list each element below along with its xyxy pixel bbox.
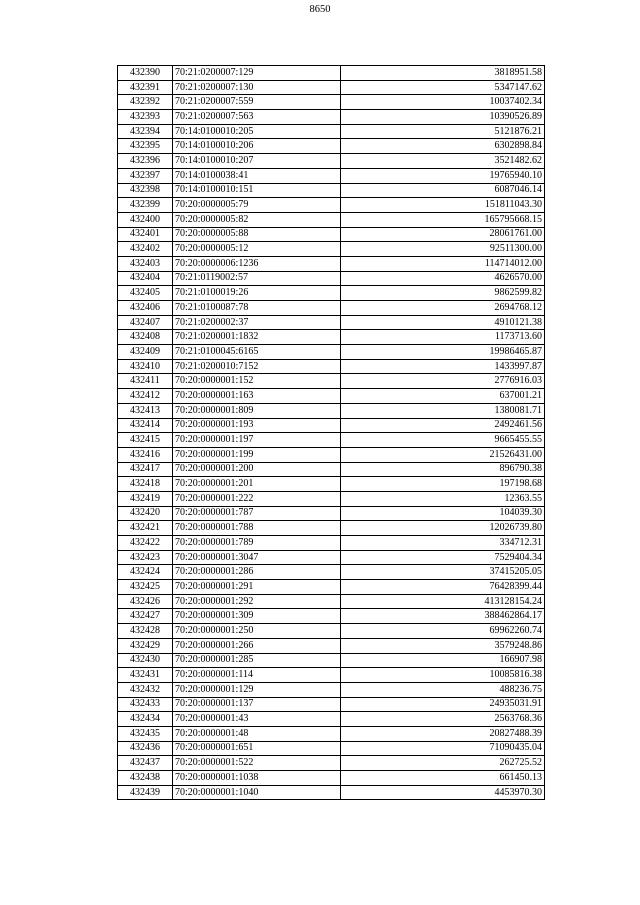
cadastral-value-cell: 69962260.74 xyxy=(341,624,545,639)
cadastral-number-cell: 70:20:0000001:129 xyxy=(173,682,341,697)
table-row xyxy=(118,139,545,154)
table-row xyxy=(118,682,545,697)
table-row xyxy=(118,697,545,712)
cadastral-number-cell: 70:20:0000001:309 xyxy=(173,609,341,624)
cadastral-value-cell: 388462864.17 xyxy=(341,609,545,624)
row-number-cell: 432435 xyxy=(118,726,173,741)
cadastral-value-cell: 1433997.87 xyxy=(341,359,545,374)
row-number-cell: 432396 xyxy=(118,154,173,169)
row-number-cell: 432412 xyxy=(118,389,173,404)
table-body xyxy=(118,66,545,800)
table-row xyxy=(118,95,545,110)
row-number-cell: 432418 xyxy=(118,477,173,492)
table-row xyxy=(118,227,545,242)
table-row xyxy=(118,330,545,345)
row-number-cell: 432432 xyxy=(118,682,173,697)
cadastral-number-cell: 70:21:0200007:559 xyxy=(173,95,341,110)
cadastral-value-cell: 37415205.05 xyxy=(341,565,545,580)
cadastral-value-cell: 19986465.87 xyxy=(341,345,545,360)
cadastral-value-cell: 10037402.34 xyxy=(341,95,545,110)
row-number-cell: 432419 xyxy=(118,491,173,506)
cadastral-number-cell: 70:20:0000001:787 xyxy=(173,506,341,521)
cadastral-number-cell: 70:14:0100038:41 xyxy=(173,168,341,183)
cadastral-value-cell: 334712.31 xyxy=(341,536,545,551)
table-row xyxy=(118,638,545,653)
cadastral-number-cell: 70:14:0100010:205 xyxy=(173,124,341,139)
table-row xyxy=(118,242,545,257)
table-row xyxy=(118,594,545,609)
table-row xyxy=(118,726,545,741)
cadastral-value-cell: 92511300.00 xyxy=(341,242,545,257)
cadastral-number-cell: 70:20:0000005:88 xyxy=(173,227,341,242)
cadastral-value-cell: 6087046.14 xyxy=(341,183,545,198)
table-row xyxy=(118,785,545,800)
row-number-cell: 432431 xyxy=(118,668,173,683)
cadastral-value-cell: 3818951.58 xyxy=(341,66,545,81)
table-row xyxy=(118,653,545,668)
row-number-cell: 432434 xyxy=(118,712,173,727)
row-number-cell: 432438 xyxy=(118,771,173,786)
row-number-cell: 432423 xyxy=(118,550,173,565)
cadastral-value-cell: 2776916.03 xyxy=(341,374,545,389)
cadastral-number-cell: 70:20:0000001:200 xyxy=(173,462,341,477)
table-row xyxy=(118,668,545,683)
cadastral-number-cell: 70:20:0000005:79 xyxy=(173,198,341,213)
row-number-cell: 432415 xyxy=(118,433,173,448)
row-number-cell: 432395 xyxy=(118,139,173,154)
cadastral-number-cell: 70:21:0100045:6165 xyxy=(173,345,341,360)
table-row xyxy=(118,80,545,95)
table-row xyxy=(118,154,545,169)
cadastral-value-cell: 12363.55 xyxy=(341,491,545,506)
table-row xyxy=(118,771,545,786)
cadastral-value-cell: 2694768.12 xyxy=(341,301,545,316)
cadastral-value-cell: 896790.38 xyxy=(341,462,545,477)
row-number-cell: 432439 xyxy=(118,785,173,800)
table-row xyxy=(118,712,545,727)
row-number-cell: 432404 xyxy=(118,271,173,286)
table-row xyxy=(118,477,545,492)
row-number-cell: 432398 xyxy=(118,183,173,198)
table-row xyxy=(118,286,545,301)
cadastral-value-cell: 76428399.44 xyxy=(341,580,545,595)
table-row xyxy=(118,168,545,183)
table-row xyxy=(118,462,545,477)
table-row xyxy=(118,403,545,418)
cadastral-number-cell: 70:20:0000001:137 xyxy=(173,697,341,712)
cadastral-value-cell: 2492461.56 xyxy=(341,418,545,433)
table-row xyxy=(118,66,545,81)
row-number-cell: 432391 xyxy=(118,80,173,95)
cadastral-number-cell: 70:20:0000001:48 xyxy=(173,726,341,741)
row-number-cell: 432426 xyxy=(118,594,173,609)
table-row xyxy=(118,565,545,580)
cadastral-number-cell: 70:20:0000001:1038 xyxy=(173,771,341,786)
cadastral-value-cell: 24935031.91 xyxy=(341,697,545,712)
cadastral-number-cell: 70:20:0000001:285 xyxy=(173,653,341,668)
cadastral-value-cell: 20827488.39 xyxy=(341,726,545,741)
cadastral-value-cell: 4453970.30 xyxy=(341,785,545,800)
row-number-cell: 432410 xyxy=(118,359,173,374)
table-row xyxy=(118,374,545,389)
table-row xyxy=(118,212,545,227)
cadastral-value-cell: 151811043.30 xyxy=(341,198,545,213)
row-number-cell: 432429 xyxy=(118,638,173,653)
cadastral-number-cell: 70:20:0000001:201 xyxy=(173,477,341,492)
row-number-cell: 432416 xyxy=(118,447,173,462)
cadastral-value-cell: 71090435.04 xyxy=(341,741,545,756)
row-number-cell: 432421 xyxy=(118,521,173,536)
cadastral-number-cell: 70:20:0000001:199 xyxy=(173,447,341,462)
cadastral-number-cell: 70:20:0000001:788 xyxy=(173,521,341,536)
row-number-cell: 432414 xyxy=(118,418,173,433)
table-row xyxy=(118,506,545,521)
cadastral-number-cell: 70:20:0000001:286 xyxy=(173,565,341,580)
cadastral-value-cell: 165795668.15 xyxy=(341,212,545,227)
cadastral-value-cell: 19765940.10 xyxy=(341,168,545,183)
cadastral-value-cell: 12026739.80 xyxy=(341,521,545,536)
cadastral-value-cell: 10390526.89 xyxy=(341,110,545,125)
row-number-cell: 432420 xyxy=(118,506,173,521)
row-number-cell: 432407 xyxy=(118,315,173,330)
cadastral-number-cell: 70:21:0119002:57 xyxy=(173,271,341,286)
cadastral-number-cell: 70:20:0000001:193 xyxy=(173,418,341,433)
table-row xyxy=(118,741,545,756)
cadastral-number-cell: 70:20:0000006:1236 xyxy=(173,256,341,271)
row-number-cell: 432411 xyxy=(118,374,173,389)
cadastral-value-cell: 6302898.84 xyxy=(341,139,545,154)
cadastral-value-cell: 114714012.00 xyxy=(341,256,545,271)
cadastral-number-cell: 70:20:0000001:250 xyxy=(173,624,341,639)
cadastral-number-cell: 70:20:0000005:82 xyxy=(173,212,341,227)
cadastral-value-cell: 5121876.21 xyxy=(341,124,545,139)
row-number-cell: 432408 xyxy=(118,330,173,345)
cadastral-number-cell: 70:21:0200007:129 xyxy=(173,66,341,81)
cadastral-number-cell: 70:21:0200007:130 xyxy=(173,80,341,95)
row-number-cell: 432405 xyxy=(118,286,173,301)
table-row xyxy=(118,198,545,213)
cadastral-number-cell: 70:21:0100087:78 xyxy=(173,301,341,316)
cadastral-value-cell: 413128154.24 xyxy=(341,594,545,609)
cadastral-number-cell: 70:20:0000001:809 xyxy=(173,403,341,418)
table-row xyxy=(118,345,545,360)
table-row xyxy=(118,389,545,404)
table-row xyxy=(118,756,545,771)
cadastral-value-cell: 4626570.00 xyxy=(341,271,545,286)
cadastral-number-cell: 70:21:0100019:26 xyxy=(173,286,341,301)
row-number-cell: 432397 xyxy=(118,168,173,183)
cadastral-value-cell: 7529404.34 xyxy=(341,550,545,565)
cadastral-number-cell: 70:21:0200010:7152 xyxy=(173,359,341,374)
cadastral-number-cell: 70:20:0000001:152 xyxy=(173,374,341,389)
cadastral-value-cell: 637001.21 xyxy=(341,389,545,404)
row-number-cell: 432428 xyxy=(118,624,173,639)
row-number-cell: 432427 xyxy=(118,609,173,624)
row-number-cell: 432422 xyxy=(118,536,173,551)
table-row xyxy=(118,624,545,639)
row-number-cell: 432403 xyxy=(118,256,173,271)
table-row xyxy=(118,580,545,595)
cadastral-value-cell: 1173713.60 xyxy=(341,330,545,345)
table-row xyxy=(118,491,545,506)
cadastral-number-cell: 70:14:0100010:207 xyxy=(173,154,341,169)
table-row xyxy=(118,315,545,330)
table-row xyxy=(118,418,545,433)
cadastral-number-cell: 70:20:0000001:292 xyxy=(173,594,341,609)
table-row xyxy=(118,550,545,565)
cadastral-number-cell: 70:21:0200007:563 xyxy=(173,110,341,125)
cadastral-value-cell: 166907.98 xyxy=(341,653,545,668)
cadastral-value-cell: 9862599.82 xyxy=(341,286,545,301)
table-row xyxy=(118,271,545,286)
row-number-cell: 432393 xyxy=(118,110,173,125)
cadastral-number-cell: 70:20:0000001:291 xyxy=(173,580,341,595)
cadastral-value-cell: 3521482.62 xyxy=(341,154,545,169)
cadastral-number-cell: 70:20:0000001:197 xyxy=(173,433,341,448)
row-number-cell: 432436 xyxy=(118,741,173,756)
cadastral-number-cell: 70:20:0000001:522 xyxy=(173,756,341,771)
cadastral-value-cell: 104039.30 xyxy=(341,506,545,521)
cadastral-value-cell: 197198.68 xyxy=(341,477,545,492)
row-number-cell: 432424 xyxy=(118,565,173,580)
cadastral-value-cell: 488236.75 xyxy=(341,682,545,697)
cadastral-value-cell: 5347147.62 xyxy=(341,80,545,95)
row-number-cell: 432413 xyxy=(118,403,173,418)
cadastral-value-cell: 3579248.86 xyxy=(341,638,545,653)
row-number-cell: 432417 xyxy=(118,462,173,477)
row-number-cell: 432392 xyxy=(118,95,173,110)
table-row xyxy=(118,536,545,551)
table-row xyxy=(118,447,545,462)
cadastral-value-cell: 10085816.38 xyxy=(341,668,545,683)
cadastral-number-cell: 70:20:0000001:222 xyxy=(173,491,341,506)
cadastral-number-cell: 70:20:0000001:163 xyxy=(173,389,341,404)
page-number: 8650 xyxy=(309,4,331,15)
cadastral-value-cell: 2563768.36 xyxy=(341,712,545,727)
cadastral-number-cell: 70:20:0000001:266 xyxy=(173,638,341,653)
cadastral-number-cell: 70:20:0000005:12 xyxy=(173,242,341,257)
table-row xyxy=(118,359,545,374)
cadastral-number-cell: 70:20:0000001:114 xyxy=(173,668,341,683)
row-number-cell: 432390 xyxy=(118,66,173,81)
row-number-cell: 432409 xyxy=(118,345,173,360)
cadastral-value-cell: 262725.52 xyxy=(341,756,545,771)
row-number-cell: 432433 xyxy=(118,697,173,712)
table-row xyxy=(118,110,545,125)
table-row xyxy=(118,124,545,139)
table-row xyxy=(118,183,545,198)
row-number-cell: 432402 xyxy=(118,242,173,257)
row-number-cell: 432399 xyxy=(118,198,173,213)
table-row xyxy=(118,609,545,624)
cadastral-value-cell: 1380081.71 xyxy=(341,403,545,418)
cadastral-value-cell: 9665455.55 xyxy=(341,433,545,448)
row-number-cell: 432437 xyxy=(118,756,173,771)
row-number-cell: 432430 xyxy=(118,653,173,668)
cadastral-number-cell: 70:20:0000001:789 xyxy=(173,536,341,551)
cadastral-number-cell: 70:20:0000001:651 xyxy=(173,741,341,756)
row-number-cell: 432400 xyxy=(118,212,173,227)
row-number-cell: 432406 xyxy=(118,301,173,316)
cadastral-value-cell: 21526431.00 xyxy=(341,447,545,462)
cadastral-value-table xyxy=(117,65,545,800)
cadastral-number-cell: 70:14:0100010:151 xyxy=(173,183,341,198)
table-row xyxy=(118,521,545,536)
row-number-cell: 432425 xyxy=(118,580,173,595)
cadastral-value-cell: 28061761.00 xyxy=(341,227,545,242)
row-number-cell: 432401 xyxy=(118,227,173,242)
cadastral-number-cell: 70:21:0200002:37 xyxy=(173,315,341,330)
cadastral-number-cell: 70:21:0200001:1832 xyxy=(173,330,341,345)
table-row xyxy=(118,256,545,271)
cadastral-number-cell: 70:20:0000001:43 xyxy=(173,712,341,727)
cadastral-number-cell: 70:20:0000001:1040 xyxy=(173,785,341,800)
table-row xyxy=(118,301,545,316)
cadastral-value-cell: 661450.13 xyxy=(341,771,545,786)
row-number-cell: 432394 xyxy=(118,124,173,139)
cadastral-number-cell: 70:14:0100010:206 xyxy=(173,139,341,154)
cadastral-number-cell: 70:20:0000001:3047 xyxy=(173,550,341,565)
cadastral-value-cell: 4910121.38 xyxy=(341,315,545,330)
table-row xyxy=(118,433,545,448)
